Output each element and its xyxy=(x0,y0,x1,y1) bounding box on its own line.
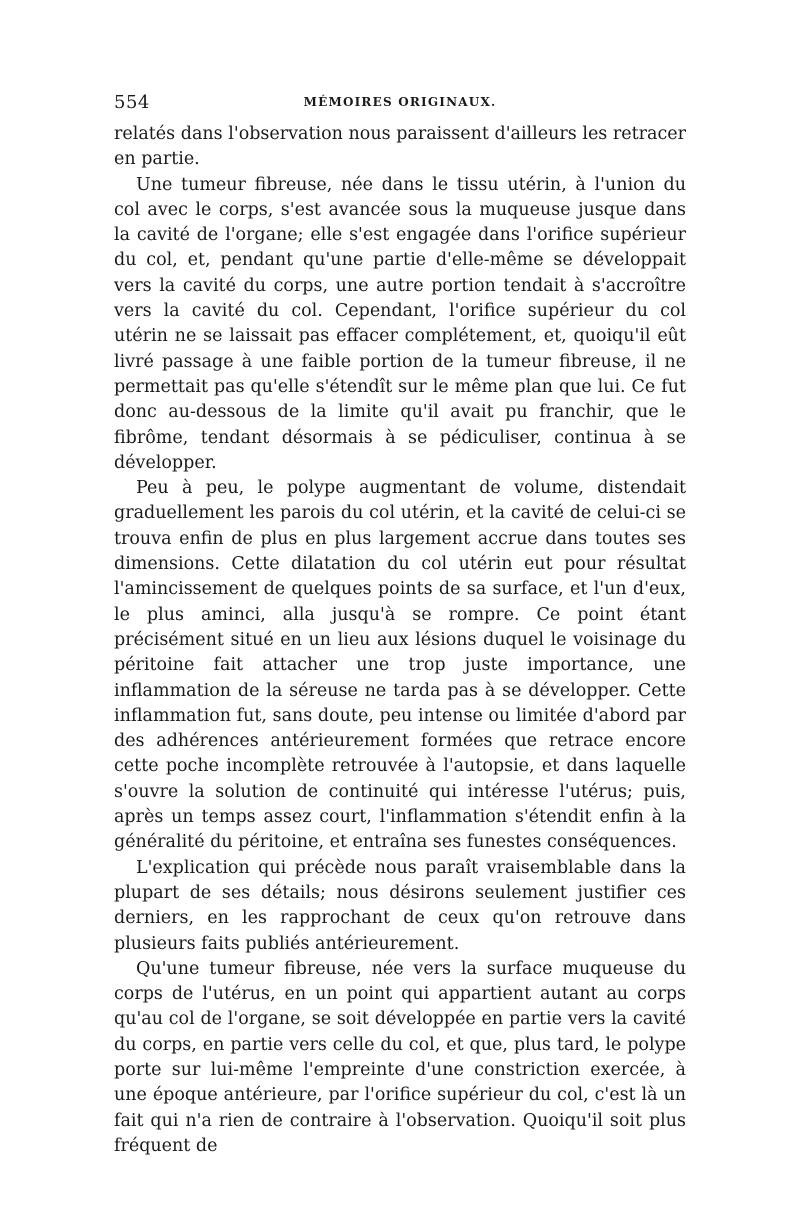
page-number: 554 xyxy=(114,92,150,113)
paragraph: Qu'une tumeur fibreuse, née vers la surface muqueuse du corps de l'utérus, en un point qui appartient autant au corps qu'au col de l'organe, se soit développée en partie vers la cavité du corps, en partie vers celle du col, et que, plus tard, le polype porte sur lui-même l'empreinte d'une constriction exercée, à une époque antérieure, par l'orifice supérieur du col, c'est là un fait qui n'a rien de contraire à l'observation. Quoiqu'il soit plus fréquent de xyxy=(114,958,686,1156)
book-page xyxy=(114,92,686,1192)
paragraph-continuation: relatés dans l'observation nous paraissent d'ailleurs les retracer en partie. xyxy=(114,124,686,170)
paragraph: L'explication qui précède nous paraît vraisemblable dans la plupart de ses détails; nous désirons seulement justifier ces derniers, en les rapprochant de ceux qu'on retrouve dans plusieurs faits publiés antérieurement. xyxy=(114,857,686,954)
body-text xyxy=(114,122,686,1159)
paragraph: Une tumeur fibreuse, née dans le tissu utérin, à l'union du col avec le corps, s'est avancée sous la muqueuse jusque dans la cavité de l'organe; elle s'est engagée dans l'orifice supérieur du col, et, pendant qu'une partie d'elle-même se développait vers la cavité du corps, une autre portion tendait à s'accroître vers la cavité du col. Cependant, l'orifice supérieur du col utérin ne se laissait pas effacer complétement, et, quoiqu'il eût livré passage à une faible portion de la tumeur fibreuse, il ne permettait pas qu'elle s'étendît sur le même plan que lui. Ce fut donc au-dessous de la limite qu'il avait pu franchir, que le fibrôme, tendant désormais à se pédiculiser, continua à se développer. xyxy=(114,174,686,473)
running-title: MÉMOIRES ORIGINAUX. xyxy=(303,95,497,109)
paragraph: Peu à peu, le polype augmentant de volume, distendait graduellement les parois du col utérin, et la cavité de celui-ci se trouva enfin de plus en plus largement accrue dans toutes ses dimensions. Cette dilatation du col utérin eut pour résultat l'amincissement de quelques points de sa surface, et l'un d'eux, le plus aminci, alla jusqu'à se rompre. Ce point étant précisément situé en un lieu aux lésions duquel le voisinage du péritoine fait attacher une trop juste importance, une inflammation de la séreuse ne tarda pas à se développer. Cette inflammation fut, sans doute, peu intense ou limitée d'abord par des adhérences antérieurement formées que retrace encore cette poche incomplète retrouvée à l'autopsie, et dans laquelle s'ouvre la solution de continuité qui intéresse l'utérus; puis, après un temps assez court, l'inflammation s'étendit enfin à la généralité du péritoine, et entraîna ses funestes conséquences. xyxy=(114,478,686,853)
running-head xyxy=(114,92,686,122)
